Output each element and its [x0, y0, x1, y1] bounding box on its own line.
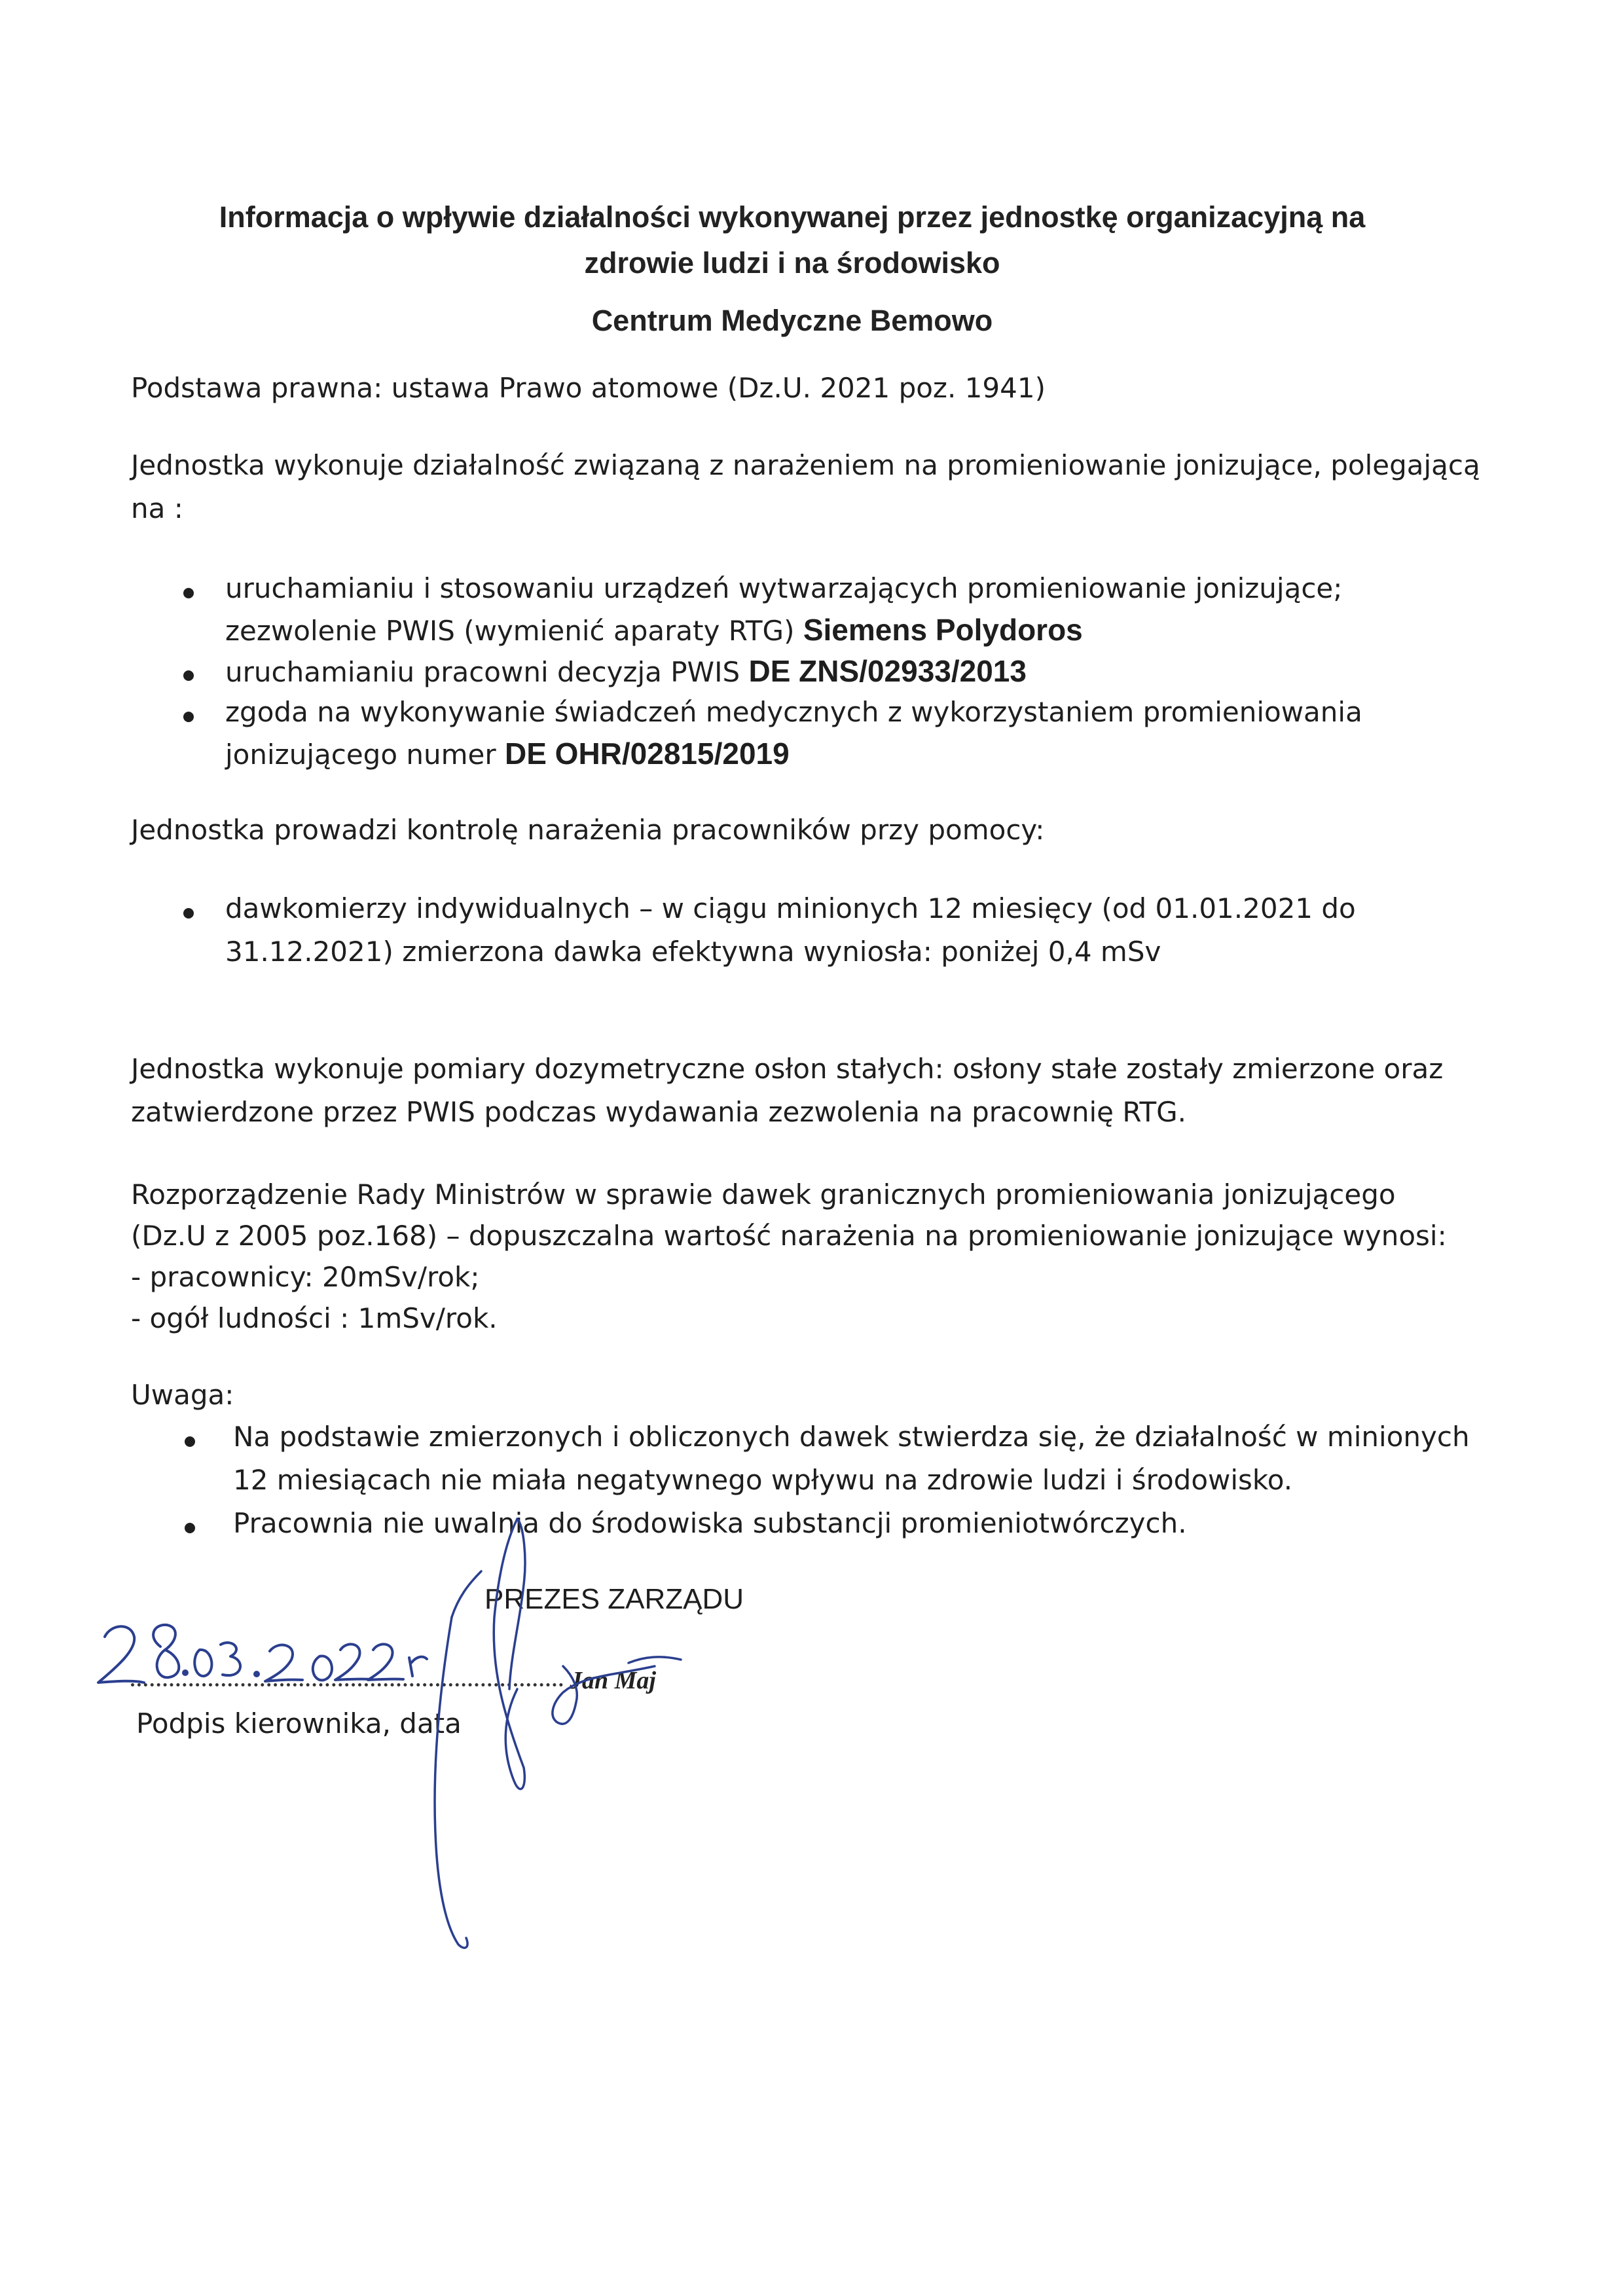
- xray-device-name: Siemens Polydoros: [803, 613, 1083, 647]
- activity-item1-line1: uruchamianiu i stosowaniu urządzeń wytwarzających promieniowanie jonizujące;: [225, 572, 1343, 604]
- document-title-line1: Informacja o wpływie działalności wykonywanej przez jednostkę organizacyjną na: [219, 200, 1366, 234]
- handwritten-date-drawing: [98, 1625, 427, 1683]
- signature-label: Podpis kierownika, data: [136, 1707, 462, 1740]
- control-intro: Jednostka prowadzi kontrolę narażenia pracowników przy pomocy:: [131, 814, 1045, 846]
- consent-number: DE OHR/02815/2019: [504, 737, 790, 771]
- activity-intro-line1: Jednostka wykonuje działalność związaną z narażeniem na promieniowanie jonizujące, polegającą: [131, 449, 1480, 481]
- note-item2: Pracownia nie uwalnia do środowiska substancji promieniotwórczych.: [233, 1507, 1187, 1539]
- unit-name: Centrum Medyczne Bemowo: [591, 304, 993, 337]
- regulation-line3: - pracownicy: 20mSv/rok;: [131, 1261, 480, 1293]
- control-item-line2: 31.12.2021) zmierzona dawka efektywna wyniosła: poniżej 0,4 mSv: [225, 936, 1161, 968]
- stamp-title: PREZES ZARZĄDU: [484, 1583, 744, 1615]
- legal-basis: Podstawa prawna: ustawa Prawo atomowe (Dz.U. 2021 poz. 1941): [131, 372, 1046, 404]
- decision-number: DE ZNS/02933/2013: [748, 654, 1027, 688]
- activity-item2-text: uruchamianiu pracowni decyzja PWIS: [225, 656, 749, 688]
- document-title-line2: zdrowie ludzi i na środowisko: [584, 246, 1000, 280]
- regulation-line4: - ogół ludności : 1mSv/rok.: [131, 1302, 498, 1334]
- activity-intro-line2: na :: [131, 492, 183, 524]
- shielding-line1: Jednostka wykonuje pomiary dozymetryczne osłon stałych: osłony stałe zostały zmierzone oraz: [131, 1053, 1444, 1085]
- shielding-line2: zatwierdzone przez PWIS podczas wydawania zezwolenia na pracownię RTG.: [131, 1096, 1187, 1128]
- activity-item1-text: zezwolenie PWIS (wymienić aparaty RTG): [225, 615, 803, 647]
- control-item-line1: dawkomierzy indywidualnych – w ciągu minionych 12 miesięcy (od 01.01.2021 do: [225, 892, 1356, 924]
- regulation-line1: Rozporządzenie Rady Ministrów w sprawie dawek granicznych promieniowania jonizującego: [131, 1178, 1396, 1211]
- stamp-name: Jan Maj: [570, 1667, 656, 1694]
- activity-item3-line1: zgoda na wykonywanie świadczeń medycznych z wykorzystaniem promieniowania: [225, 696, 1362, 728]
- note-item1-line2: 12 miesiącach nie miała negatywnego wpływu na zdrowie ludzi i środowisko.: [233, 1464, 1293, 1496]
- signature-drawing: [435, 1519, 681, 1948]
- note-label: Uwaga:: [131, 1379, 234, 1411]
- note-item1-line1: Na podstawie zmierzonych i obliczonych dawek stwierdza się, że działalność w minionych: [233, 1421, 1470, 1453]
- activity-item3-text: jonizującego numer: [225, 738, 505, 771]
- regulation-line2: (Dz.U z 2005 poz.168) – dopuszczalna wartość narażenia na promieniowanie jonizujące wynosi:: [131, 1220, 1447, 1252]
